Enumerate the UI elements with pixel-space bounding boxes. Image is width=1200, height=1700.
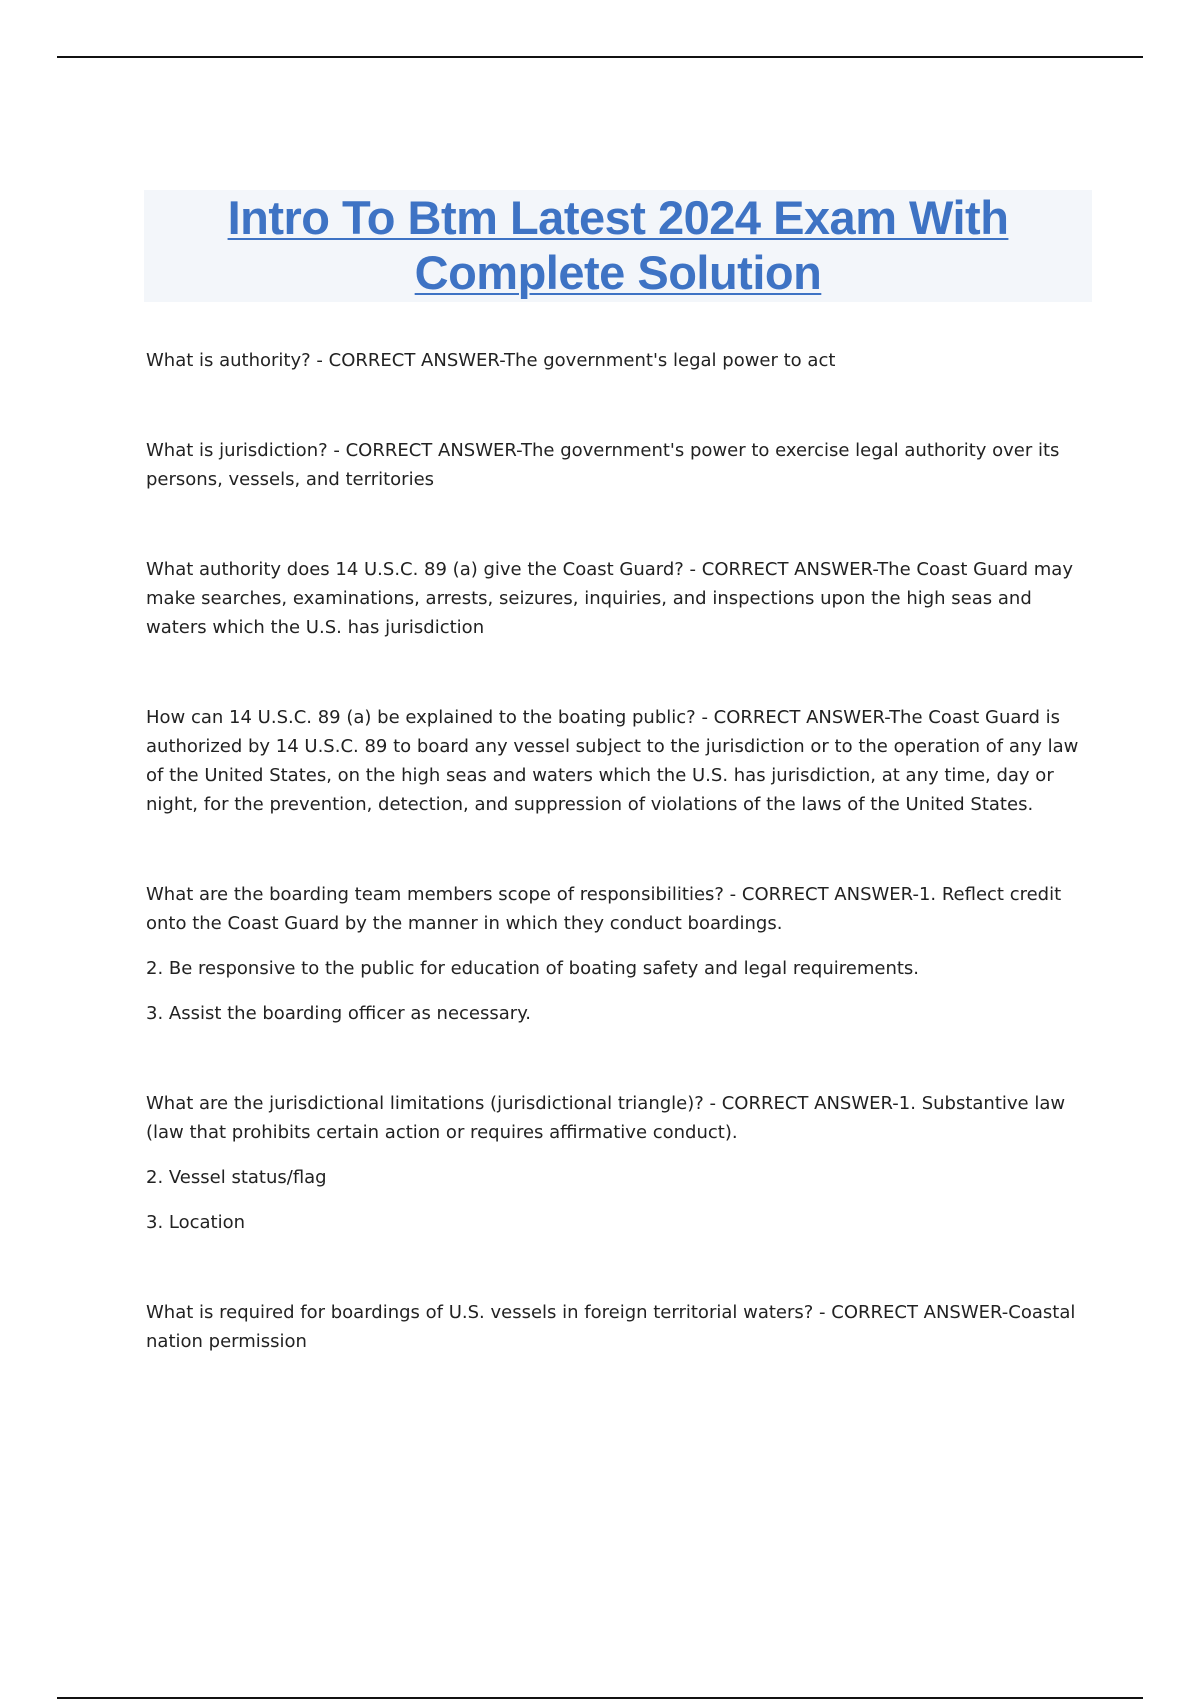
qa-list-point: 2. Be responsive to the public for education of boating safety and legal requirements.: [146, 958, 920, 979]
top-rule: [57, 56, 1143, 58]
qa-text: What is required for boardings of U.S. vessels in foreign territorial waters? - CORRECT ANSWER-Coastal nation permission: [146, 1302, 1076, 1352]
qa-list: [146, 346, 1096, 1417]
qa-list-point: 3. Location: [146, 1212, 246, 1233]
qa-item-authority: [146, 346, 1096, 375]
qa-text: How can 14 U.S.C. 89 (a) be explained to the boating public? - CORRECT ANSWER-The Coast Guard is authorized by 14 U.S.C. 89 to board any vessel subject to the jurisdiction or to the operation of any law of the United States, on the high seas and waters which the U.S. has jurisdiction, at any time, day or night, for the prevention, detection, and suppression of violations of the laws of the United States.: [146, 707, 1079, 815]
qa-text: What authority does 14 U.S.C. 89 (a) give the Coast Guard? - CORRECT ANSWER-The Coast Guard may make searches, examinations, arrests, seizures, inquiries, and inspections upon the high seas and waters which the U.S. has jurisdiction: [146, 559, 1073, 638]
qa-text: What are the boarding team members scope of responsibilities? - CORRECT ANSWER-1. Reflect credit onto the Coast Guard by the manner in which they conduct boardings.: [146, 884, 1062, 934]
document-title[interactable]: Intro To Btm Latest 2024 Exam With Complete Solution: [227, 191, 1009, 299]
qa-text: What is jurisdiction? - CORRECT ANSWER-The government's power to exercise legal authority over its persons, vessels, and territories: [146, 440, 1060, 490]
qa-item-usc-explained: [146, 703, 1096, 819]
qa-item-jurisdictional-limitations: [146, 1089, 1096, 1237]
qa-item-foreign-waters: [146, 1298, 1096, 1356]
qa-text: What is authority? - CORRECT ANSWER-The government's legal power to act: [146, 350, 836, 371]
qa-item-jurisdiction: [146, 436, 1096, 494]
qa-list-point: 2. Vessel status/flag: [146, 1167, 327, 1188]
qa-item-usc-authority: [146, 555, 1096, 642]
qa-item-team-responsibilities: [146, 880, 1096, 1028]
title-banner: [144, 190, 1092, 302]
qa-list-point: 3. Assist the boarding officer as necessary.: [146, 1003, 532, 1024]
bottom-rule: [57, 1697, 1143, 1699]
qa-text: What are the jurisdictional limitations (jurisdictional triangle)? - CORRECT ANSWER-1. Substantive law (law that prohibits certain action or requires affirmative conduct).: [146, 1093, 1066, 1143]
